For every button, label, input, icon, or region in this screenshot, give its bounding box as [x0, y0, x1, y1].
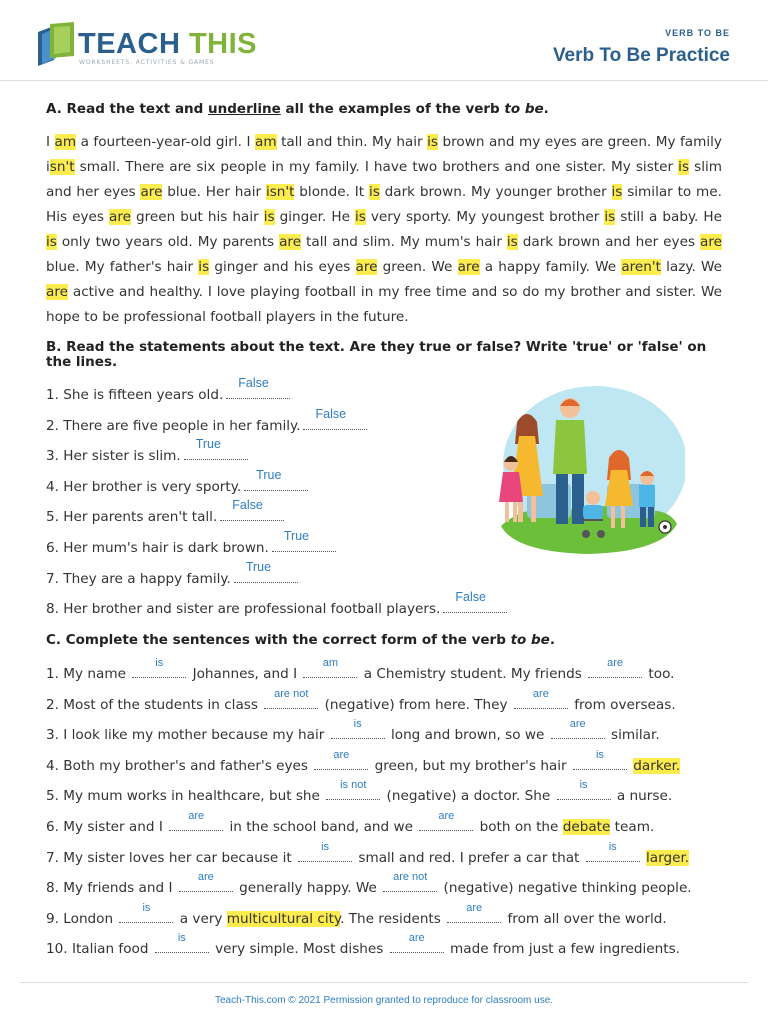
family-illustration	[487, 384, 685, 564]
verb-blank[interactable]	[155, 932, 209, 953]
verb-answer: are not	[274, 687, 309, 700]
passage-text: very sporty. My youngest brother	[365, 209, 605, 225]
statement-text: 6. Her mum's hair is dark brown.	[46, 540, 269, 556]
verb-answer: are not	[393, 871, 428, 884]
highlighted-word: larger.	[646, 849, 690, 866]
verb-to-be-highlight: is	[368, 184, 380, 200]
verb-blank[interactable]	[331, 718, 385, 739]
fill-in-sentence	[46, 901, 667, 927]
logo-tagline: WORKSHEETS, ACTIVITIES & GAMES	[79, 59, 215, 66]
answer-blank[interactable]	[234, 559, 298, 583]
fill-in-sentence	[46, 718, 660, 744]
verb-to-be-highlight: are	[700, 234, 722, 250]
verb-blank[interactable]	[390, 932, 444, 953]
true-false-item	[46, 406, 367, 434]
answer-text: False	[232, 498, 263, 513]
passage-text: blue. Her hair	[162, 184, 266, 200]
sentence-text: made from just a few ingredients.	[445, 941, 680, 958]
verb-answer: is	[142, 901, 151, 914]
verb-blank[interactable]	[132, 657, 186, 678]
verb-answer: is	[155, 657, 164, 669]
statement-text: 8. Her brother and sister are professional football players.	[46, 601, 441, 618]
fill-in-sentence	[46, 657, 675, 682]
sentence-text: 4. Both my brother's and father's eyes	[46, 757, 313, 774]
verb-blank[interactable]	[586, 840, 640, 862]
passage-text: I	[46, 134, 55, 150]
verb-answer: are	[408, 932, 425, 945]
passage-text: ginger and his eyes	[209, 259, 356, 275]
verb-answer: is	[608, 840, 617, 853]
passage-text: active and healthy. I love playing football in my free time and so do my brother and sister. We hope to be professional football players in the future.	[46, 284, 722, 325]
verb-to-be-highlight: is	[604, 209, 616, 225]
verb-blank[interactable]	[264, 687, 318, 709]
sentence-text: 1. My name	[46, 666, 131, 682]
verb-answer: are	[333, 748, 350, 761]
verb-to-be-highlight: is	[46, 234, 57, 250]
sentence-text: 9. London	[46, 910, 118, 927]
true-false-item	[46, 529, 336, 556]
fill-in-sentence	[46, 932, 680, 958]
verb-to-be-highlight: are	[46, 284, 68, 300]
sentence-text: small and red. I prefer a car that	[354, 849, 584, 866]
answer-blank[interactable]	[303, 406, 367, 430]
verb-to-be-highlight: are	[355, 259, 378, 275]
answer-blank[interactable]	[443, 590, 507, 613]
passage-text: tall and thin. My hair	[276, 134, 428, 150]
answer-text: True	[256, 467, 282, 482]
verb-blank[interactable]	[298, 840, 352, 862]
sentence-text: from all over the world.	[503, 910, 667, 927]
statement-text: 7. They are a happy family.	[46, 570, 231, 587]
verb-answer: are	[188, 810, 205, 822]
verb-blank[interactable]	[119, 901, 173, 923]
passage-text: blue. My father's hair	[46, 259, 199, 275]
passage-text: only two years old. My parents	[56, 234, 280, 250]
true-false-item	[46, 498, 284, 526]
answer-text: True	[283, 529, 310, 543]
sentence-text: (negative) from here. They	[320, 696, 512, 713]
highlighted-word: multicultural city	[226, 910, 341, 927]
verb-answer: is	[177, 932, 186, 945]
section-a-heading: A. Read the text and underline all the examples of the verb to be.	[46, 101, 549, 117]
verb-to-be-highlight: sn't	[49, 159, 75, 175]
passage-text: dark brown. My younger brother	[379, 184, 612, 200]
sentence-text: 7. My sister loves her car because it	[46, 849, 297, 866]
true-false-item	[46, 467, 308, 495]
passage-text: dark brown and her eyes	[517, 234, 701, 250]
true-false-item	[46, 559, 298, 587]
verb-to-be-highlight: is	[506, 234, 518, 250]
verb-to-be-highlight: are	[140, 184, 163, 200]
sentence-text: 10. Italian food	[46, 941, 153, 958]
answer-blank[interactable]	[244, 467, 308, 491]
sentence-text: 2. Most of the students in class	[46, 696, 263, 713]
verb-blank[interactable]	[314, 748, 368, 770]
answer-blank[interactable]	[272, 529, 336, 552]
statement-text: 4. Her brother is very sporty.	[46, 478, 242, 495]
passage-text: green. We	[377, 259, 458, 275]
verb-answer: am	[322, 657, 339, 669]
verb-to-be-highlight: am	[255, 134, 277, 150]
reading-passage	[46, 130, 722, 330]
sentence-text: 5. My mum works in healthcare, but she	[46, 788, 325, 805]
statement-text: 5. Her parents aren't tall.	[46, 509, 218, 526]
verb-blank[interactable]	[514, 687, 568, 709]
verb-blank[interactable]	[419, 810, 473, 831]
verb-answer: is	[321, 840, 330, 853]
verb-to-be-highlight: is	[198, 259, 210, 275]
sentence-text: Johannes, and I	[188, 666, 302, 682]
fill-in-sentence	[46, 748, 681, 774]
sentence-text: too.	[644, 666, 675, 682]
fill-in-sentence	[46, 871, 692, 897]
verb-blank[interactable]	[551, 718, 605, 739]
passage-text: tall and slim. My mum's hair	[301, 234, 507, 250]
verb-to-be-highlight: are	[279, 234, 302, 250]
passage-text: a fourteen-year-old girl. I	[76, 134, 256, 150]
sentence-text: team.	[610, 819, 655, 835]
sentence-text: 6. My sister and I	[46, 819, 168, 835]
sentence-text: green, but my brother's hair	[370, 757, 571, 774]
passage-text: slim and her eyes	[46, 159, 723, 200]
fill-in-sentence	[46, 779, 673, 805]
verb-to-be-highlight: aren't	[621, 259, 661, 275]
sentence-text: (negative) negative thinking people.	[439, 880, 692, 897]
answer-text: True	[195, 437, 221, 452]
verb-answer: are	[466, 901, 483, 914]
verb-answer: is	[595, 748, 604, 761]
sentence-text: a very	[175, 910, 227, 927]
answer-blank[interactable]	[226, 376, 290, 399]
verb-answer: is not	[340, 779, 367, 792]
sentence-text: (negative) a doctor. She	[382, 788, 555, 805]
answer-blank[interactable]	[220, 498, 284, 521]
verb-to-be-highlight: is	[427, 134, 438, 150]
verb-to-be-highlight: are	[109, 209, 131, 225]
verb-to-be-highlight: are	[457, 259, 480, 275]
verb-answer: are	[607, 657, 624, 669]
verb-to-be-highlight: is	[611, 184, 623, 200]
true-false-item	[46, 437, 248, 465]
footer-divider	[20, 982, 748, 983]
sentence-text: a nurse.	[612, 788, 673, 805]
logo-wordmark: TEACH THIS	[78, 28, 258, 60]
verb-blank[interactable]	[169, 810, 223, 831]
verb-blank[interactable]	[303, 657, 357, 678]
verb-blank[interactable]	[447, 901, 501, 923]
true-false-item	[46, 590, 507, 618]
copyright-footer: Teach-This.com © 2021 Permission granted to reproduce for classroom use.	[214, 995, 554, 1006]
fill-in-sentence	[46, 840, 690, 866]
sentence-text: 8. My friends and I	[46, 880, 177, 897]
passage-text: still a baby. He	[615, 209, 722, 225]
answer-blank[interactable]	[184, 437, 248, 460]
true-false-item	[46, 376, 290, 403]
page-header	[0, 0, 768, 81]
sentence-text: both on the	[475, 819, 563, 835]
worksheet-title: Verb To Be Practice	[552, 45, 730, 66]
verb-to-be-highlight: is	[354, 209, 366, 225]
book-logo-icon	[36, 22, 76, 70]
highlighted-word: debate	[562, 819, 611, 835]
verb-to-be-highlight: isn't	[265, 184, 295, 200]
verb-answer: is	[353, 718, 362, 731]
sentence-text: similar.	[606, 727, 660, 744]
statement-text: 1. She is fifteen years old.	[46, 387, 224, 403]
verb-blank[interactable]	[557, 779, 611, 800]
statement-text: 2. There are five people in her family.	[46, 417, 301, 434]
verb-answer: are	[438, 810, 455, 822]
passage-text: green but his hair	[130, 209, 264, 225]
sentence-text: a Chemistry student. My friends	[359, 666, 587, 682]
verb-blank[interactable]	[588, 657, 642, 678]
sentence-text: in the school band, and we	[225, 819, 418, 835]
verb-answer: are	[532, 687, 549, 700]
verb-to-be-highlight: am	[54, 134, 77, 150]
passage-text: ginger. He	[274, 209, 355, 225]
answer-text: False	[238, 376, 269, 390]
highlighted-word: darker.	[633, 757, 681, 774]
answer-text: True	[245, 559, 272, 574]
answer-text: False	[315, 406, 347, 421]
passage-text: similar to me. His eyes	[46, 184, 722, 225]
sentence-text: . The residents	[340, 910, 446, 927]
verb-blank[interactable]	[573, 748, 627, 770]
section-b-heading: B. Read the statements about the text. Are they true or false? Write 'true' or 'false' on the lines.	[46, 339, 707, 370]
worksheet-category: VERB TO BE	[665, 28, 730, 38]
fill-in-sentence	[46, 687, 676, 713]
passage-text: a happy family. We	[479, 259, 622, 275]
sentence-text: 3. I look like my mother because my hair	[46, 727, 329, 744]
verb-answer: is	[579, 779, 588, 792]
verb-to-be-highlight: is	[263, 209, 275, 225]
passage-text: small. There are six people in my family. I have two brothers and one sister. My sister	[74, 159, 679, 175]
verb-blank[interactable]	[383, 871, 437, 892]
answer-text: False	[455, 590, 486, 605]
verb-to-be-highlight: is	[678, 159, 690, 175]
verb-answer: are	[569, 718, 586, 731]
sentence-text: generally happy. We	[234, 880, 382, 897]
passage-text: lazy. We	[660, 259, 722, 275]
sentence-text: very simple. Most dishes	[210, 941, 388, 958]
section-c-heading: C. Complete the sentences with the correct form of the verb to be.	[46, 632, 555, 648]
fill-in-sentence	[46, 810, 655, 835]
sentence-text: from overseas.	[569, 696, 676, 713]
verb-blank[interactable]	[326, 779, 380, 800]
verb-answer: are	[197, 871, 214, 884]
sentence-text: long and brown, so we	[386, 727, 549, 744]
passage-text: blonde. It	[294, 184, 369, 200]
statement-text: 3. Her sister is slim.	[46, 448, 181, 465]
verb-blank[interactable]	[179, 871, 233, 892]
passage-text: brown and my eyes are green. My family i	[46, 134, 722, 175]
